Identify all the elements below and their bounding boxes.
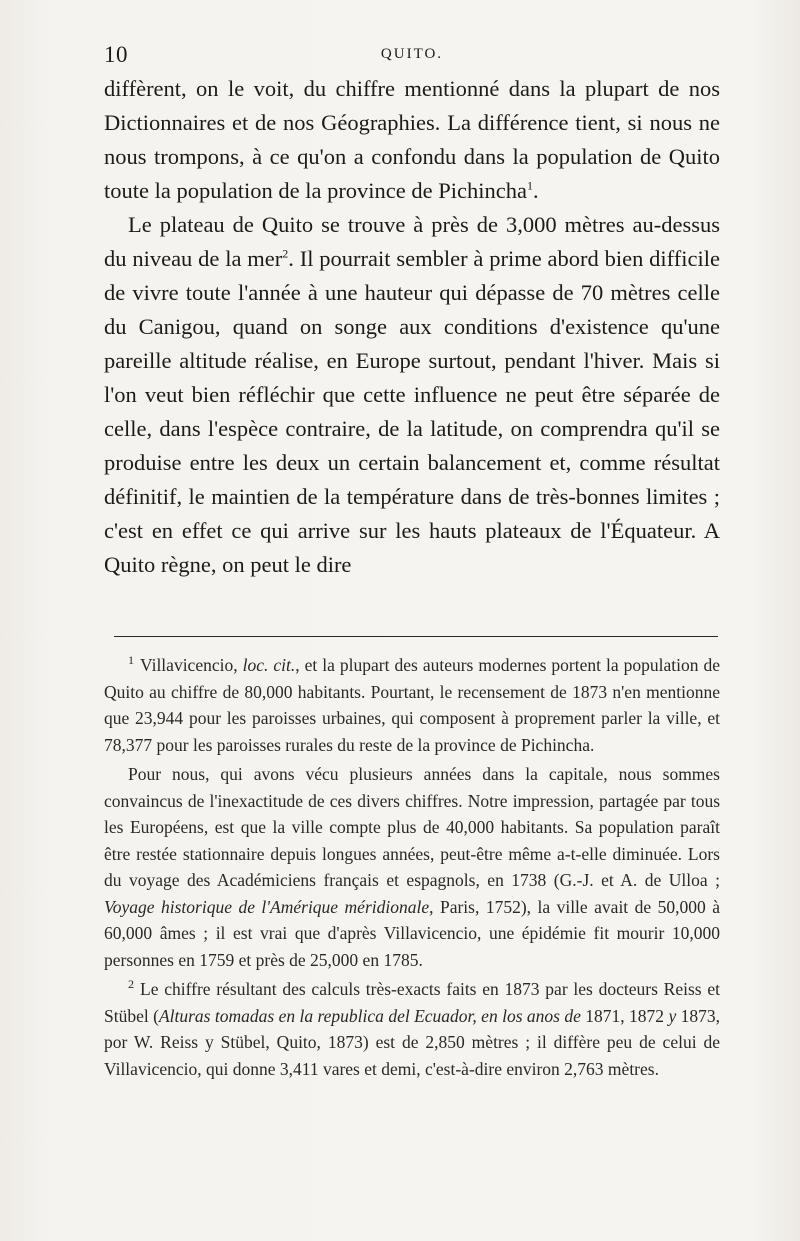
footnote-text: Le chiffre résultant des calculs très-exacts faits en 1873 par les docteurs Reiss et Stübel ( bbox=[104, 979, 720, 1026]
main-text bbox=[104, 72, 720, 582]
footnote-text: 1871, 1872 bbox=[580, 1005, 669, 1026]
footnote-italic: Alturas tomadas en la republica del Ecuador, en los anos de bbox=[158, 1005, 581, 1026]
running-head bbox=[104, 42, 720, 72]
footnote-text: Villavicencio, bbox=[140, 655, 243, 675]
footnote-text: Pour nous, qui avons vécu plusieurs années dans la capitale, nous sommes convaincus de l'inexactitude de ces divers chiffres. Notre impression, partagée par tous les Européens, est que la ville compte plus de 40,000 habitants. Sa population paraît être restée stationnaire depuis longues années, peut-être même a-t-elle diminuée. Lors du voyage des Académiciens français et espagnols, en 1738 (G.-J. et A. de Ulloa ; bbox=[104, 764, 720, 890]
paragraph-text: Le plateau de Quito se trouve à près de 3,000 mètres au-dessus du niveau de la mer bbox=[104, 212, 720, 271]
paragraph-end: . bbox=[533, 178, 539, 203]
footnote-reference[interactable]: 1 bbox=[527, 178, 533, 193]
footnote-rule bbox=[114, 636, 718, 637]
page-number: 10 bbox=[104, 42, 128, 67]
paragraph-text: diffèrent, on le voit, du chiffre mentionné dans la plupart de nos Dictionnaires et de nos Géographies. La différence tient, si nous ne nous trompons, à ce qu'on a confondu dans la population de Quito toute la population de la province de Pichincha bbox=[104, 76, 720, 203]
footnote-italic: Voyage historique de l'Amérique méridionale bbox=[104, 896, 430, 917]
footnote-text: , Paris, 1752), la ville avait de 50,000 à 60,000 âmes ; il est vrai que d'après Villavicencio, une épidémie fit mourir 10,000 personnes en 1759 et près de 25,000 en 1785. bbox=[104, 896, 720, 970]
footnote-text: , et la plupart des auteurs modernes portent la population de Quito au chiffre de 80,000 habitants. Pourtant, le recensement de 1873 n'en mentionne que 23,944 pour les paroisses urbaines, qui composent à proprement parler la ville, et 78,377 pour les paroisses rurales du reste de la province de Pichincha. bbox=[104, 655, 721, 755]
footnote-text: 1873, por W. Reiss y Stübel, Quito, 1873) est de 2,850 mètres ; il diffère peu de celui de Villavicencio, qui donne 3,411 vares et demi, c'est-à-dire environ 2,763 mètres. bbox=[104, 1005, 721, 1079]
paragraph-plateau bbox=[104, 208, 720, 582]
running-title: QUITO. bbox=[380, 46, 444, 62]
footnotes bbox=[104, 652, 720, 1082]
footnote-italic: loc. cit. bbox=[242, 655, 296, 675]
footnote-italic: y bbox=[668, 1005, 677, 1026]
footnote-2 bbox=[104, 976, 720, 1082]
paragraph-continued bbox=[104, 72, 720, 208]
footnote-mark: 1 bbox=[128, 653, 134, 668]
footnote-1-continued bbox=[104, 761, 720, 973]
footnote-mark: 2 bbox=[128, 977, 134, 992]
paragraph-text: . Il pourrait sembler à prime abord bien difficile de vivre toute l'année à une hauteur qui dépasse de 70 mètres celle du Canigou, quand on songe aux conditions d'existence qu'une pareille altitude réalise, en Europe surtout, pendant l'hiver. Mais si l'on veut bien réfléchir que cette influence ne peut être séparée de celle, dans l'espèce contraire, de la latitude, on comprendra qu'il se produise entre les deux un certain balancement et, comme résultat définitif, le maintien de la température dans de très-bonnes limites ; c'est en effet ce qui arrive sur les hauts plateaux de l'Équateur. A Quito règne, on peut le dire bbox=[104, 246, 720, 577]
footnote-reference[interactable]: 2 bbox=[282, 246, 289, 261]
footnote-1 bbox=[104, 652, 720, 758]
